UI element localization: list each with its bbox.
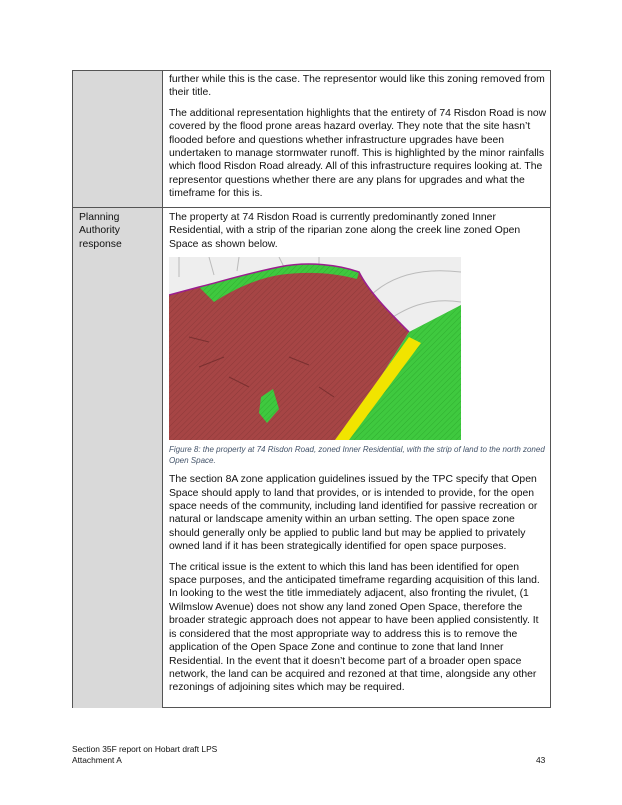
footer-report-title: Section 35F report on Hobart draft LPS [72,744,218,754]
page-number: 43 [536,755,546,765]
paragraph: further while this is the case. The representor would like this zoning removed from their title. [169,74,545,99]
row-label-planning-authority-response: Planning Authority response [79,212,122,250]
footer-attachment: Attachment A [72,755,122,765]
paragraph: The section 8A zone application guidelines issued by the TPC specify that Open Space should apply to land that provides, or is intended to provide, for the open space needs of the community, including land identified for passive recreation or natural or landscape amenity within an urban setting. The open space zone should generally only be applied to public land but may be applied to privately owned land if it has been strategically identified for open space purposes. [169,474,538,553]
row-content-cell [169,73,547,201]
zoning-map [169,257,461,440]
paragraph: The critical issue is the extent to which this land has been identified for open space purposes, and the anticipated timeframe regarding acquisition of this land. In looking to the west the title immediately adjacent, also fronting the rivulet, (1 Wilmslow Avenue) does not show any land zoned Open Space, therefore the broader strategic approach does not appear to have been applied consistently. It is considered that the most appropriate way to address this is to remove the application of the Open Space Zone and continue to zone that land Inner Residential. In the event that it doesn’t become part of a broader open space network, the land can be acquired and rezoned at that time, alongside any other rezonings of adjoining sites which may be required. [169,561,540,694]
table-row [73,71,550,208]
table-row [73,208,550,708]
paragraph: The additional representation highlights that the entirety of 74 Risdon Road is now covered by the flood prone areas hazard overlay. They note that the site hasn’t flooded before and questions whether infrastructure upgrades have been undertaken to manage stormwater runoff. This is highlighted by the minor rainfalls which flood Risdon Road already. All of this infrastructure requires looking at. The representor questions whether there are any plans for upgrades and what the timeframe for this is. [169,107,547,200]
representation-table [72,70,551,708]
page-footer [72,744,217,766]
paragraph: The property at 74 Risdon Road is currently predominantly zoned Inner Residential, with a strip of the riparian zone along the creek line zoned Open Space as shown below. [169,212,521,250]
row-label-cell [73,71,163,207]
row-label-cell [73,208,163,708]
row-content-cell [169,211,547,695]
figure-caption: Figure 8: the property at 74 Risdon Road, zoned Inner Residential, with the strip of land to the north zoned Open Space. [169,445,545,465]
